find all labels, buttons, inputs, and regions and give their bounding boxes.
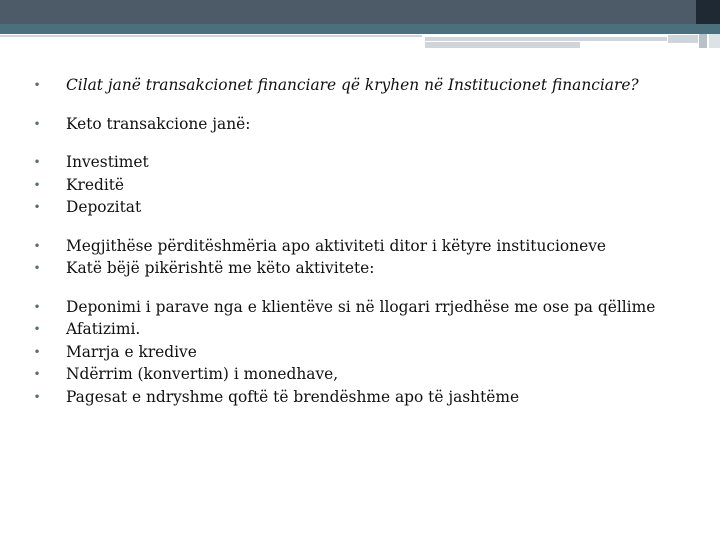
bullet-icon: • bbox=[33, 200, 41, 214]
bullet-item bbox=[30, 318, 700, 341]
header-band bbox=[0, 0, 720, 24]
bullet-item bbox=[30, 386, 700, 409]
bullet-icon: • bbox=[33, 367, 41, 381]
header-corner-block bbox=[696, 0, 720, 24]
bullet-group bbox=[30, 151, 700, 219]
bullet-icon: • bbox=[33, 177, 41, 192]
bullet-item bbox=[30, 74, 700, 97]
bullet-text: Katë bëjë pikërishtë me këto aktivitete: bbox=[66, 259, 375, 277]
bullet-item bbox=[30, 341, 700, 364]
bullet-icon: • bbox=[33, 116, 41, 131]
bullet-item bbox=[30, 257, 700, 280]
bullet-item bbox=[30, 174, 700, 197]
bullet-text: Ndërrim (konvertim) i monedhave, bbox=[66, 365, 339, 383]
bullet-text: Afatizimi. bbox=[66, 320, 141, 338]
bullet-item bbox=[30, 151, 700, 174]
bullet-item bbox=[30, 296, 700, 319]
bullet-text: Investimet bbox=[66, 153, 149, 171]
bullet-item bbox=[30, 113, 700, 136]
decor-pillar bbox=[699, 34, 707, 48]
bullet-text: Cilat janë transakcionet financiare që kryhen në Institucionet financiare? bbox=[66, 76, 639, 94]
bullet-text: Kreditë bbox=[66, 175, 125, 194]
bullet-icon: • bbox=[33, 261, 41, 275]
bullet-text: Keto transakcione janë: bbox=[66, 114, 251, 133]
bullet-icon: • bbox=[33, 344, 41, 359]
decor-line bbox=[425, 42, 580, 48]
bullet-group bbox=[30, 235, 700, 280]
bullet-icon: • bbox=[33, 238, 41, 253]
bullet-group bbox=[30, 74, 700, 97]
decor-pillar bbox=[709, 34, 720, 48]
bullet-text: Deponimi i parave nga e klientëve si në llogari rrjedhëse me ose pa qëllime bbox=[66, 297, 656, 316]
bullet-text: Depozitat bbox=[66, 198, 142, 216]
bullet-text: Marrja e kredive bbox=[66, 342, 197, 361]
bullet-icon: • bbox=[33, 322, 41, 336]
bullet-item bbox=[30, 196, 700, 219]
bullet-icon: • bbox=[33, 299, 41, 314]
bullet-text: Pagesat e ndryshme qoftë të brendëshme apo të jashtëme bbox=[66, 387, 520, 406]
bullet-icon: • bbox=[33, 389, 41, 404]
header-accent-line bbox=[0, 24, 720, 34]
bullet-item bbox=[30, 235, 700, 258]
bullet-text: Megjithëse përditëshmëria apo aktiviteti ditor i këtyre institucioneve bbox=[66, 236, 606, 255]
bullet-item bbox=[30, 363, 700, 386]
slide-content bbox=[30, 74, 700, 424]
decor-line bbox=[668, 35, 698, 43]
decor-line bbox=[425, 37, 667, 41]
bullet-group bbox=[30, 113, 700, 136]
bullet-group bbox=[30, 296, 700, 409]
decor-line bbox=[0, 35, 422, 37]
bullet-icon: • bbox=[33, 78, 41, 92]
bullet-icon: • bbox=[33, 155, 41, 169]
